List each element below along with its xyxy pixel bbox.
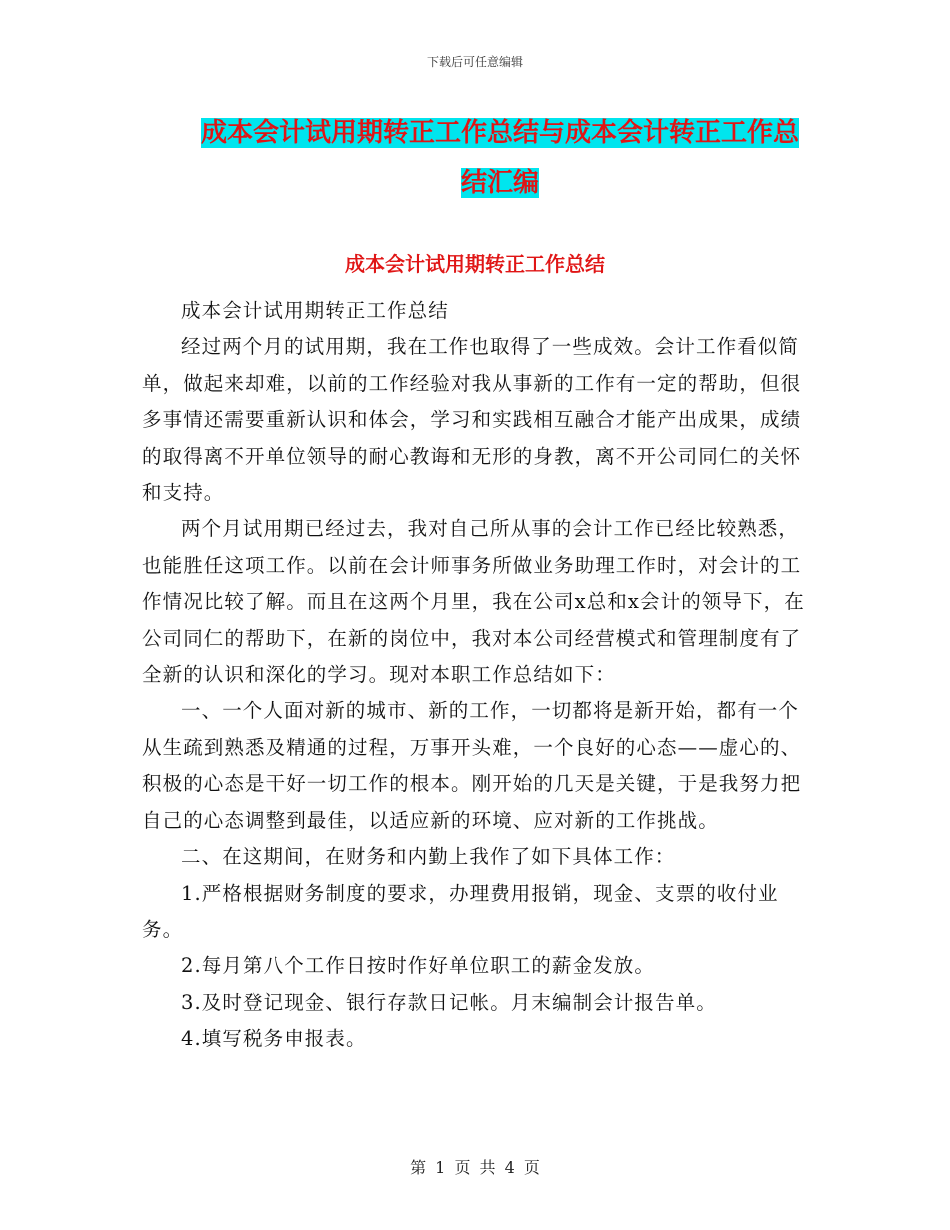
paragraph: 4.填写税务申报表。 — [181, 1027, 367, 1051]
paragraph: 一、一个人面对新的城市、新的工作，一切都将是新开始，都有一个从生疏到熟悉及精通的过程，万事开头难，一个良好的心态——虚心的、积极的心态是干好一切工作的根本。刚开始的几天是关键，于是我努力把自己的心态调整到最佳，以适应新的环境、应对新的工作挑战。 — [142, 699, 802, 832]
document-title-line-1: 成本会计试用期转正工作总结与成本会计转正工作总 — [200, 118, 799, 148]
paragraph: 1.严格根据财务制度的要求，办理费用报销，现金、支票的收付业务。 — [142, 881, 779, 941]
page-header-note: 下载后可任意编辑 — [426, 55, 523, 69]
paragraph: 二、在这期间，在财务和内勤上我作了如下具体工作： — [181, 845, 676, 869]
paragraph: 3.及时登记现金、银行存款日记帐。月末编制会计报告单。 — [181, 990, 717, 1014]
paragraph: 两个月试用期已经过去，我对自己所从事的会计工作已经比较熟悉，也能胜任这项工作。以前在会计师事务所做业务助理工作时，对会计的工作情况比较了解。而且在这两个月里，我在公司x总和x会计的领导下，在公司同仁的帮助下，在新的岗位中，我对本公司经营模式和管理制度有了全新的认识和深化的学习。现对本职工作总结如下： — [142, 517, 805, 687]
page-number-footer: 第 1 页 共 4 页 — [410, 1158, 540, 1177]
document-title-line-2: 结汇编 — [460, 168, 539, 198]
document-title — [140, 108, 860, 208]
paragraph: 2.每月第八个工作日按时作好单位职工的薪金发放。 — [181, 954, 656, 978]
paragraph: 成本会计试用期转正工作总结 — [181, 299, 449, 322]
paragraph: 经过两个月的试用期，我在工作也取得了一些成效。会计工作看似简单，做起来却难，以前的工作经验对我从事新的工作有一定的帮助，但很多事情还需要重新认识和体会，学习和实践相互融合才能产出成果，成绩的取得离不开单位领导的耐心教诲和无形的身教，离不开公司同仁的关怀和支持。 — [142, 335, 802, 505]
document-body — [142, 293, 810, 1058]
section-title: 成本会计试用期转正工作总结 — [345, 252, 605, 276]
